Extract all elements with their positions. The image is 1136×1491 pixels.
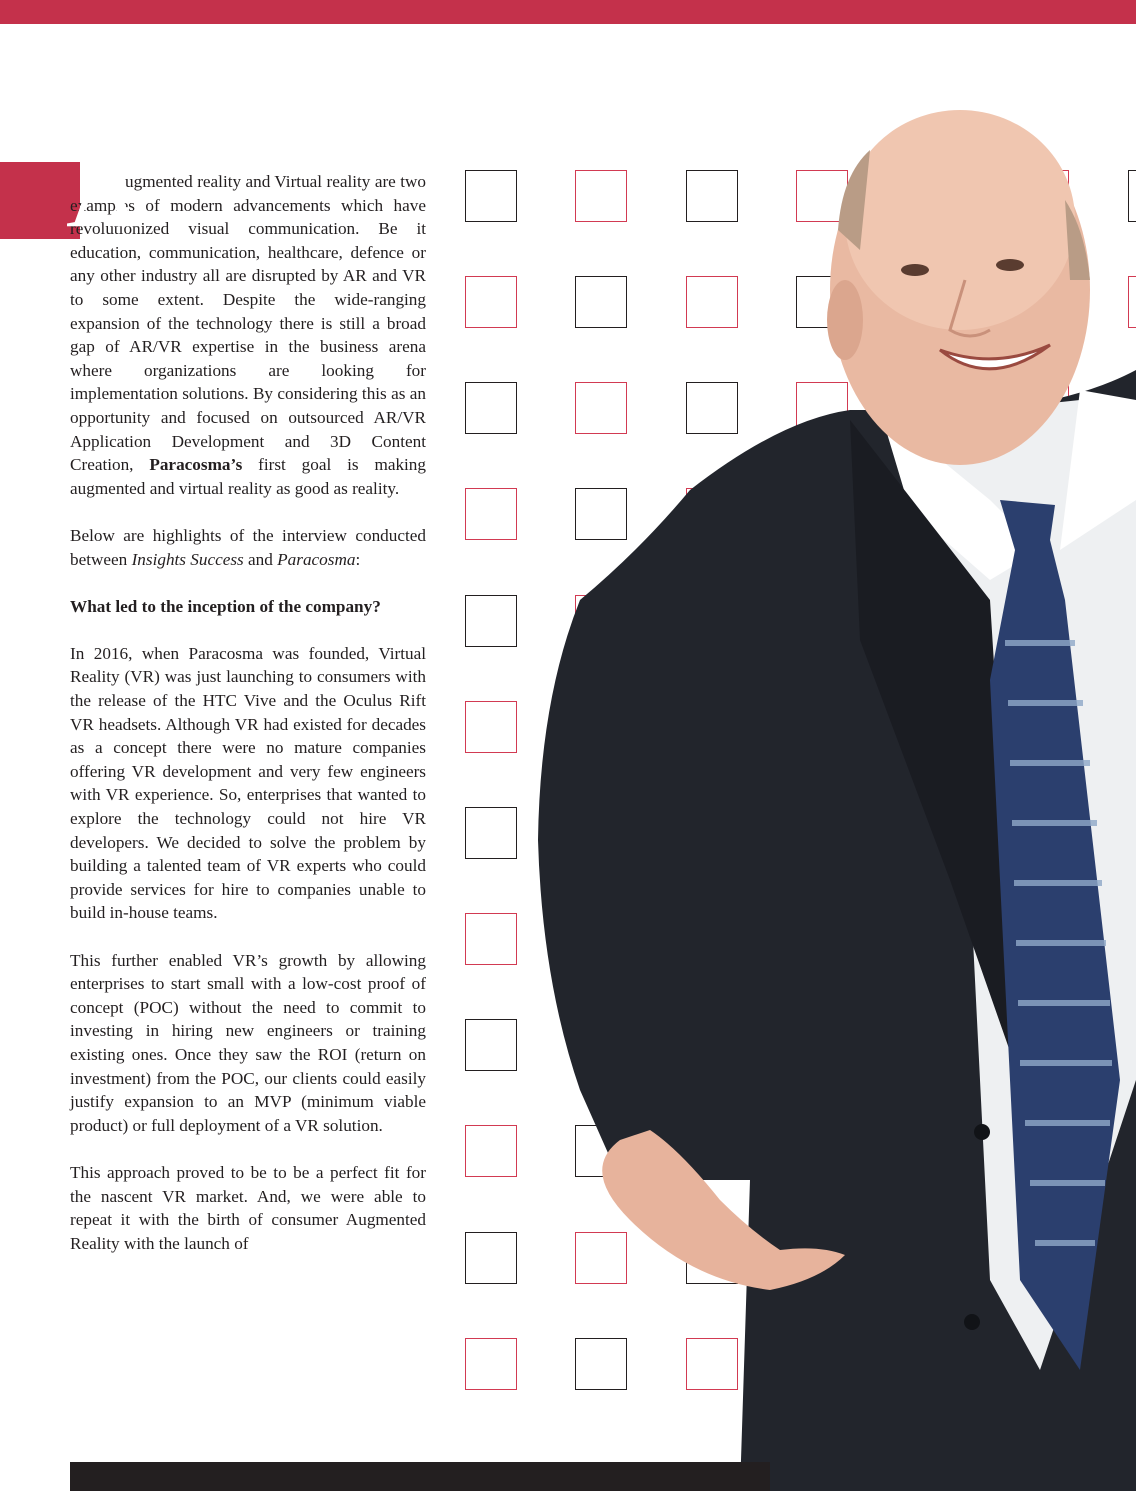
interview-intro-colon: : (355, 549, 361, 569)
interview-intro-and: and (248, 549, 273, 569)
answer-paragraph-1: In 2016, when Paracosma was founded, Virtual Reality (VR) was just launching to consumers with the release of the HTC Vive and the Oculus Rift VR headsets. Although VR had existed for decades as a concept there were no mature companies offering VR development and very few engineers with VR experience. So, enterprises that wanted to explore the technology could not hire VR developers. We decided to solve the problem by building a talented team of VR experts who could provide services for hire to companies unable to build in-house teams. (70, 643, 426, 923)
decorative-square (465, 276, 517, 328)
answer-paragraph-2: This further enabled VR’s growth by allowing enterprises to start small with a low-cost proof of concept (POC) without the need to commit to investing in hiring new engineers or training existing ones. Once they saw the ROI (return on investment) from the POC, our clients could easily justify expansion to an MVP (minimum viable product) or full deployment of a VR solution. (70, 950, 426, 1135)
decorative-square (465, 913, 517, 965)
bottom-dark-bar (70, 1462, 770, 1491)
decorative-square (465, 488, 517, 540)
intro-text-tail: first goal is making augmented and virtual reality as good as reality. (70, 455, 426, 498)
answer-paragraph-3: This approach proved to be to be a perfect fit for the nascent VR market. And, we were able to repeat it with the birth of consumer Augmented Reality with the launch of (70, 1162, 426, 1253)
company-name-italic: Paracosma (277, 549, 356, 569)
decorative-square (465, 701, 517, 753)
article-body (70, 170, 426, 1279)
company-name-bold: Paracosma’s (149, 455, 243, 475)
intro-text: ugmented reality and Virtual reality are two examples of modern advancements which have revolutionized visual communication. Be it education, communication, healthcare, defence or any other industry all are disrupted by AR and VR to some extent. Despite the wide-ranging expansion of the technology there is still a broad gap of AR/VR expertise in the business arena where organizations are looking for implementation solutions. By considering this as an opportunity and focused on outsourced AR/VR Application Development and 3D Content Creation, (70, 172, 426, 475)
portrait-photo (520, 80, 1136, 1491)
decorative-square (465, 170, 517, 222)
decorative-square (465, 1338, 517, 1390)
interview-intro-lead: Below are highlights of the interview conducted between (70, 525, 426, 569)
decorative-square (465, 807, 517, 859)
decorative-square (465, 1232, 517, 1284)
question-heading: What led to the inception of the company? (70, 596, 381, 616)
decorative-square (465, 382, 517, 434)
decorative-square (465, 1019, 517, 1071)
decorative-square (465, 1125, 517, 1177)
dropcap-letter: A (66, 134, 142, 249)
decorative-square (465, 595, 517, 647)
interview-intro-paragraph (70, 524, 426, 571)
publication-name: Insights Success (131, 549, 244, 569)
